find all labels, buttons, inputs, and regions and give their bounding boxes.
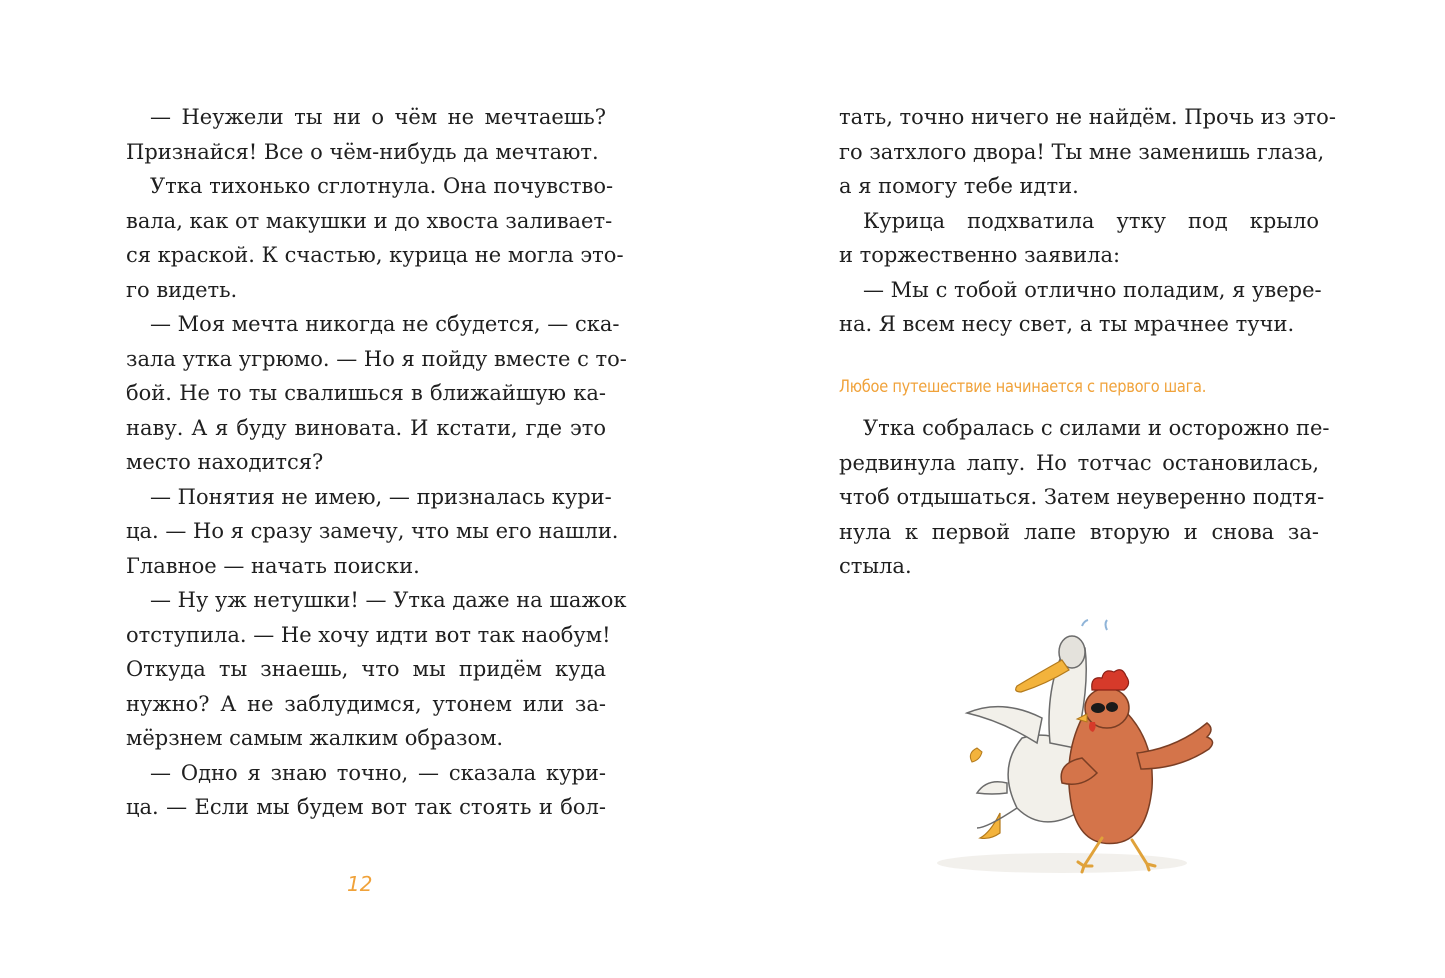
hen-wing [1137,723,1213,769]
paragraph [126,100,606,169]
text-line: а я помогу тебе идти. [839,174,1079,198]
text-line: бой. Не то ты свалишься в ближайшую ка- [126,381,606,405]
text-line: нужно? А не заблудимся, утонем или за- [126,691,606,716]
duck-tail [977,782,1007,794]
paragraph [126,169,624,307]
text-line: — Неужели ты ни о чём не мечтаешь? [150,105,606,129]
duck-and-hen-illustration [932,608,1252,898]
text-line: ца. — Если мы будем вот так стоять и бол- [126,795,606,819]
sunglasses-icon [1091,703,1105,713]
right-page [722,0,1445,978]
text-line: — Мы с тобой отлично поладим, я увере- [863,277,1322,302]
text-line: — Моя мечта никогда не сбудется, — ска- [150,312,620,336]
text-line: го затхлого двора! Ты мне заменишь глаза, [839,139,1325,164]
text-line: — Понятия не имею, — призналась кури- [150,484,612,509]
text-line: и торжественно заявила: [839,243,1121,267]
text-line: тать, точно ничего не найдём. Прочь из это- [839,105,1336,129]
left-page-text [126,100,627,825]
left-page [0,0,722,978]
paragraph [126,307,627,480]
paragraph [839,411,1330,584]
paragraph [126,583,627,756]
text-line: Утка тихонько сглотнула. Она почувство- [150,174,614,198]
hen-claw [970,748,982,762]
section-subtitle: Любое путешествие начинается с первого шага. [839,377,1207,397]
text-line: Откуда ты знаешь, что мы придём куда [126,657,606,681]
text-line: редвинула лапу. Но тотчас остановилась, [839,450,1319,475]
duck-wing [967,707,1042,743]
sweat-drop [1082,620,1088,626]
sunglasses-icon [1106,702,1118,712]
text-line: Главное — начать поиски. [126,553,420,578]
text-line: вала, как от макушки и до хвоста заливает- [126,208,613,233]
text-line: го видеть. [126,277,238,302]
text-line: чтоб отдышаться. Затем неуверенно подтя- [839,485,1325,509]
sweat-drop [1106,620,1108,630]
text-line: отступила. — Не хочу идти вот так наобум! [126,622,611,647]
hen-comb [1092,670,1129,690]
text-line: мёрзнем самым жалким образом. [126,726,504,750]
text-line: зала утка угрюмо. — Но я пойду вместе с то- [126,346,627,371]
text-line: Утка собралась с силами и осторожно пе- [863,416,1330,440]
text-line: ца. — Но я сразу замечу, что мы его нашли. [126,519,619,543]
paragraph [839,100,1336,204]
text-line: место находится? [126,450,324,474]
text-line: ся краской. К счастью, курица не могла это- [126,243,624,267]
right-page-text-after [839,411,1330,584]
paragraph [126,480,619,584]
right-page-text [839,100,1336,342]
paragraph [126,756,606,825]
page-number: 12 [347,872,373,896]
text-line: — Одно я знаю точно, — сказала кури- [150,760,606,785]
paragraph [839,204,1319,273]
duck-foot [980,813,1000,838]
text-line: наву. А я буду виновата. И кстати, где это [126,415,606,440]
text-line: нула к первой лапе вторую и снова за- [839,519,1319,544]
text-line: стыла. [839,554,912,578]
text-line: — Ну уж нетушки! — Утка даже на шажок [150,588,627,612]
paragraph [839,273,1322,342]
text-line: Признайся! Все о чём-нибудь да мечтают. [126,139,599,164]
text-line: Курица подхватила утку под крыло [863,208,1319,233]
text-line: на. Я всем несу свет, а ты мрачнее тучи. [839,312,1295,336]
